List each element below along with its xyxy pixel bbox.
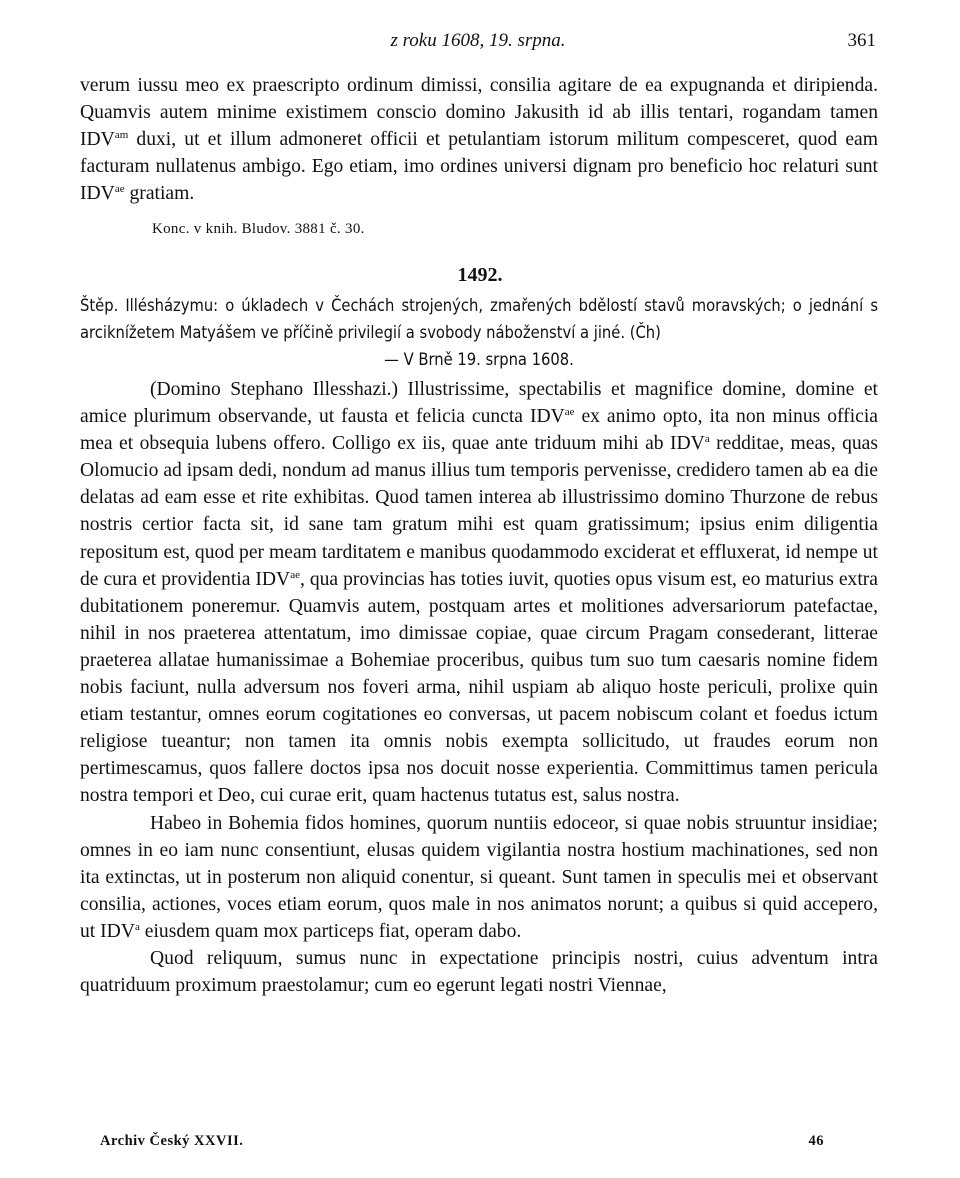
regest	[80, 292, 878, 373]
running-header	[80, 30, 876, 54]
continuation-paragraph	[80, 72, 878, 207]
regest-text: Štěp. Illésházymu: o úkladech v Čechách strojených, zmařených bdělostí stavů moravských; o jednání s arciknížetem Matyášem ve příčině privilegií a svobody náboženství a jiné. (Čh)	[80, 296, 878, 342]
letter-body	[80, 376, 878, 999]
paragraph-2: Habeo in Bohemia fidos homines, quorum nuntiis edoceor, si quae nobis struuntur insidiae; omnes in eo iam nunc consentiunt, elusas quidem vigilantia nostra hostium machinationes, sed non ita extinctas, ut in posterum non aliquid conentur, si queant. Sunt tamen in speculis mei et observant consilia, actiones, voces etiam eorum, quos male in nos animatos norunt; a quibus si quid accepero, ut IDV$^a$ eiusdem quam mox particeps fiat, operam dabo.	[80, 812, 878, 942]
series-title: Archiv Český XXVII.	[100, 1133, 244, 1149]
paragraph-3: Quod reliquum, sumus nunc in expectatione principis nostri, cuius adventum intra quatriduum proximum praestolamur; cum eo egerunt legati nostri Viennae,	[80, 947, 878, 997]
source-note: Konc. v knih. Bludov. 3881 č. 30.	[152, 221, 365, 237]
continuation-text: verum iussu meo ex praescripto ordinum dimissi, consilia agitare de ea expugnanda et diripienda. Quamvis autem minime existimem conscio domino Jakusith id ab illis tentari, rogandam tamen $IDV^{am}$ duxi, ut et illum admoneret officii et petulantiam istorum militum compesceret, quod eam facturam nullatenus ambigo. Ego etiam, imo ordines universi dignam pro beneficio hoc relaturi sunt $IDV^{ae}$ gratiam.	[80, 75, 878, 205]
document-number: 1492.	[457, 264, 503, 286]
running-title: z roku 1608, 19. srpna.	[390, 30, 566, 51]
paragraph-1: (Domino Stephano Illesshazi.) Illustrissime, spectabilis et magnifice domine, domine et amice plurimum observande, ut fausta et felicia cuncta $IDV^{ae}$ ex animo opto, ita non minus officia mea et obsequia lubens offero. Colligo ex iis, quae ante triduum mihi ab IDV$^a$ redditae, meas, quas Olomucio ad ipsam dedi, nondum ad manus illius tum temporis pervenisse, credidero tamen ab ea die delatas ad eam esse et rite exhibitas. Quod tamen interea ab illustrissimo domino Thurzone de rebus nostris certior facta sit, id sane tam gratum mihi est quam gratissimum; ipsius enim diligentia repositum est, quod per meam tarditatem e manibus quodammodo exciderat et effluxerat, id nempe ut de cura et providentia $IDV^{ae}$, qua provincias has toties iuvit, quoties opus visum est, eo maturius extra dubitationem poneremur. Quamvis autem, postquam artes et molitiones adversariorum patefactae, nihil in nos praeterea attentatum, imo dimissae copiae, quae circum Pragam consederant, litterae praeterea allatae humanissimae a Bohemiae proceribus, quibus tum suo tum caesaris nomine fidem nobis faciunt, nulla adversum nos foveri arma, nihil uspiam ab aliquo hoste periculi, prolixe quin etiam testantur, omnes eorum cogitationes eo conversas, ut pacem nobiscum colant et foedus ictum religiose tueantur; non tamen ita omnis nobis exempta sollicitudo, ut fraudes eorum non pertimescamus, quos fallere doctos ipsa nos docuit nosse experientia. Committimus tamen pericula nostra tempori et Deo, cui curae erit, quam hactenus tutatus est, salus nostra.	[80, 379, 878, 807]
page-footer	[100, 1133, 824, 1153]
place-date: — V Brně 19. srpna 1608.	[384, 350, 574, 369]
page-number: 361	[847, 30, 876, 51]
sheet-signature: 46	[808, 1133, 824, 1149]
